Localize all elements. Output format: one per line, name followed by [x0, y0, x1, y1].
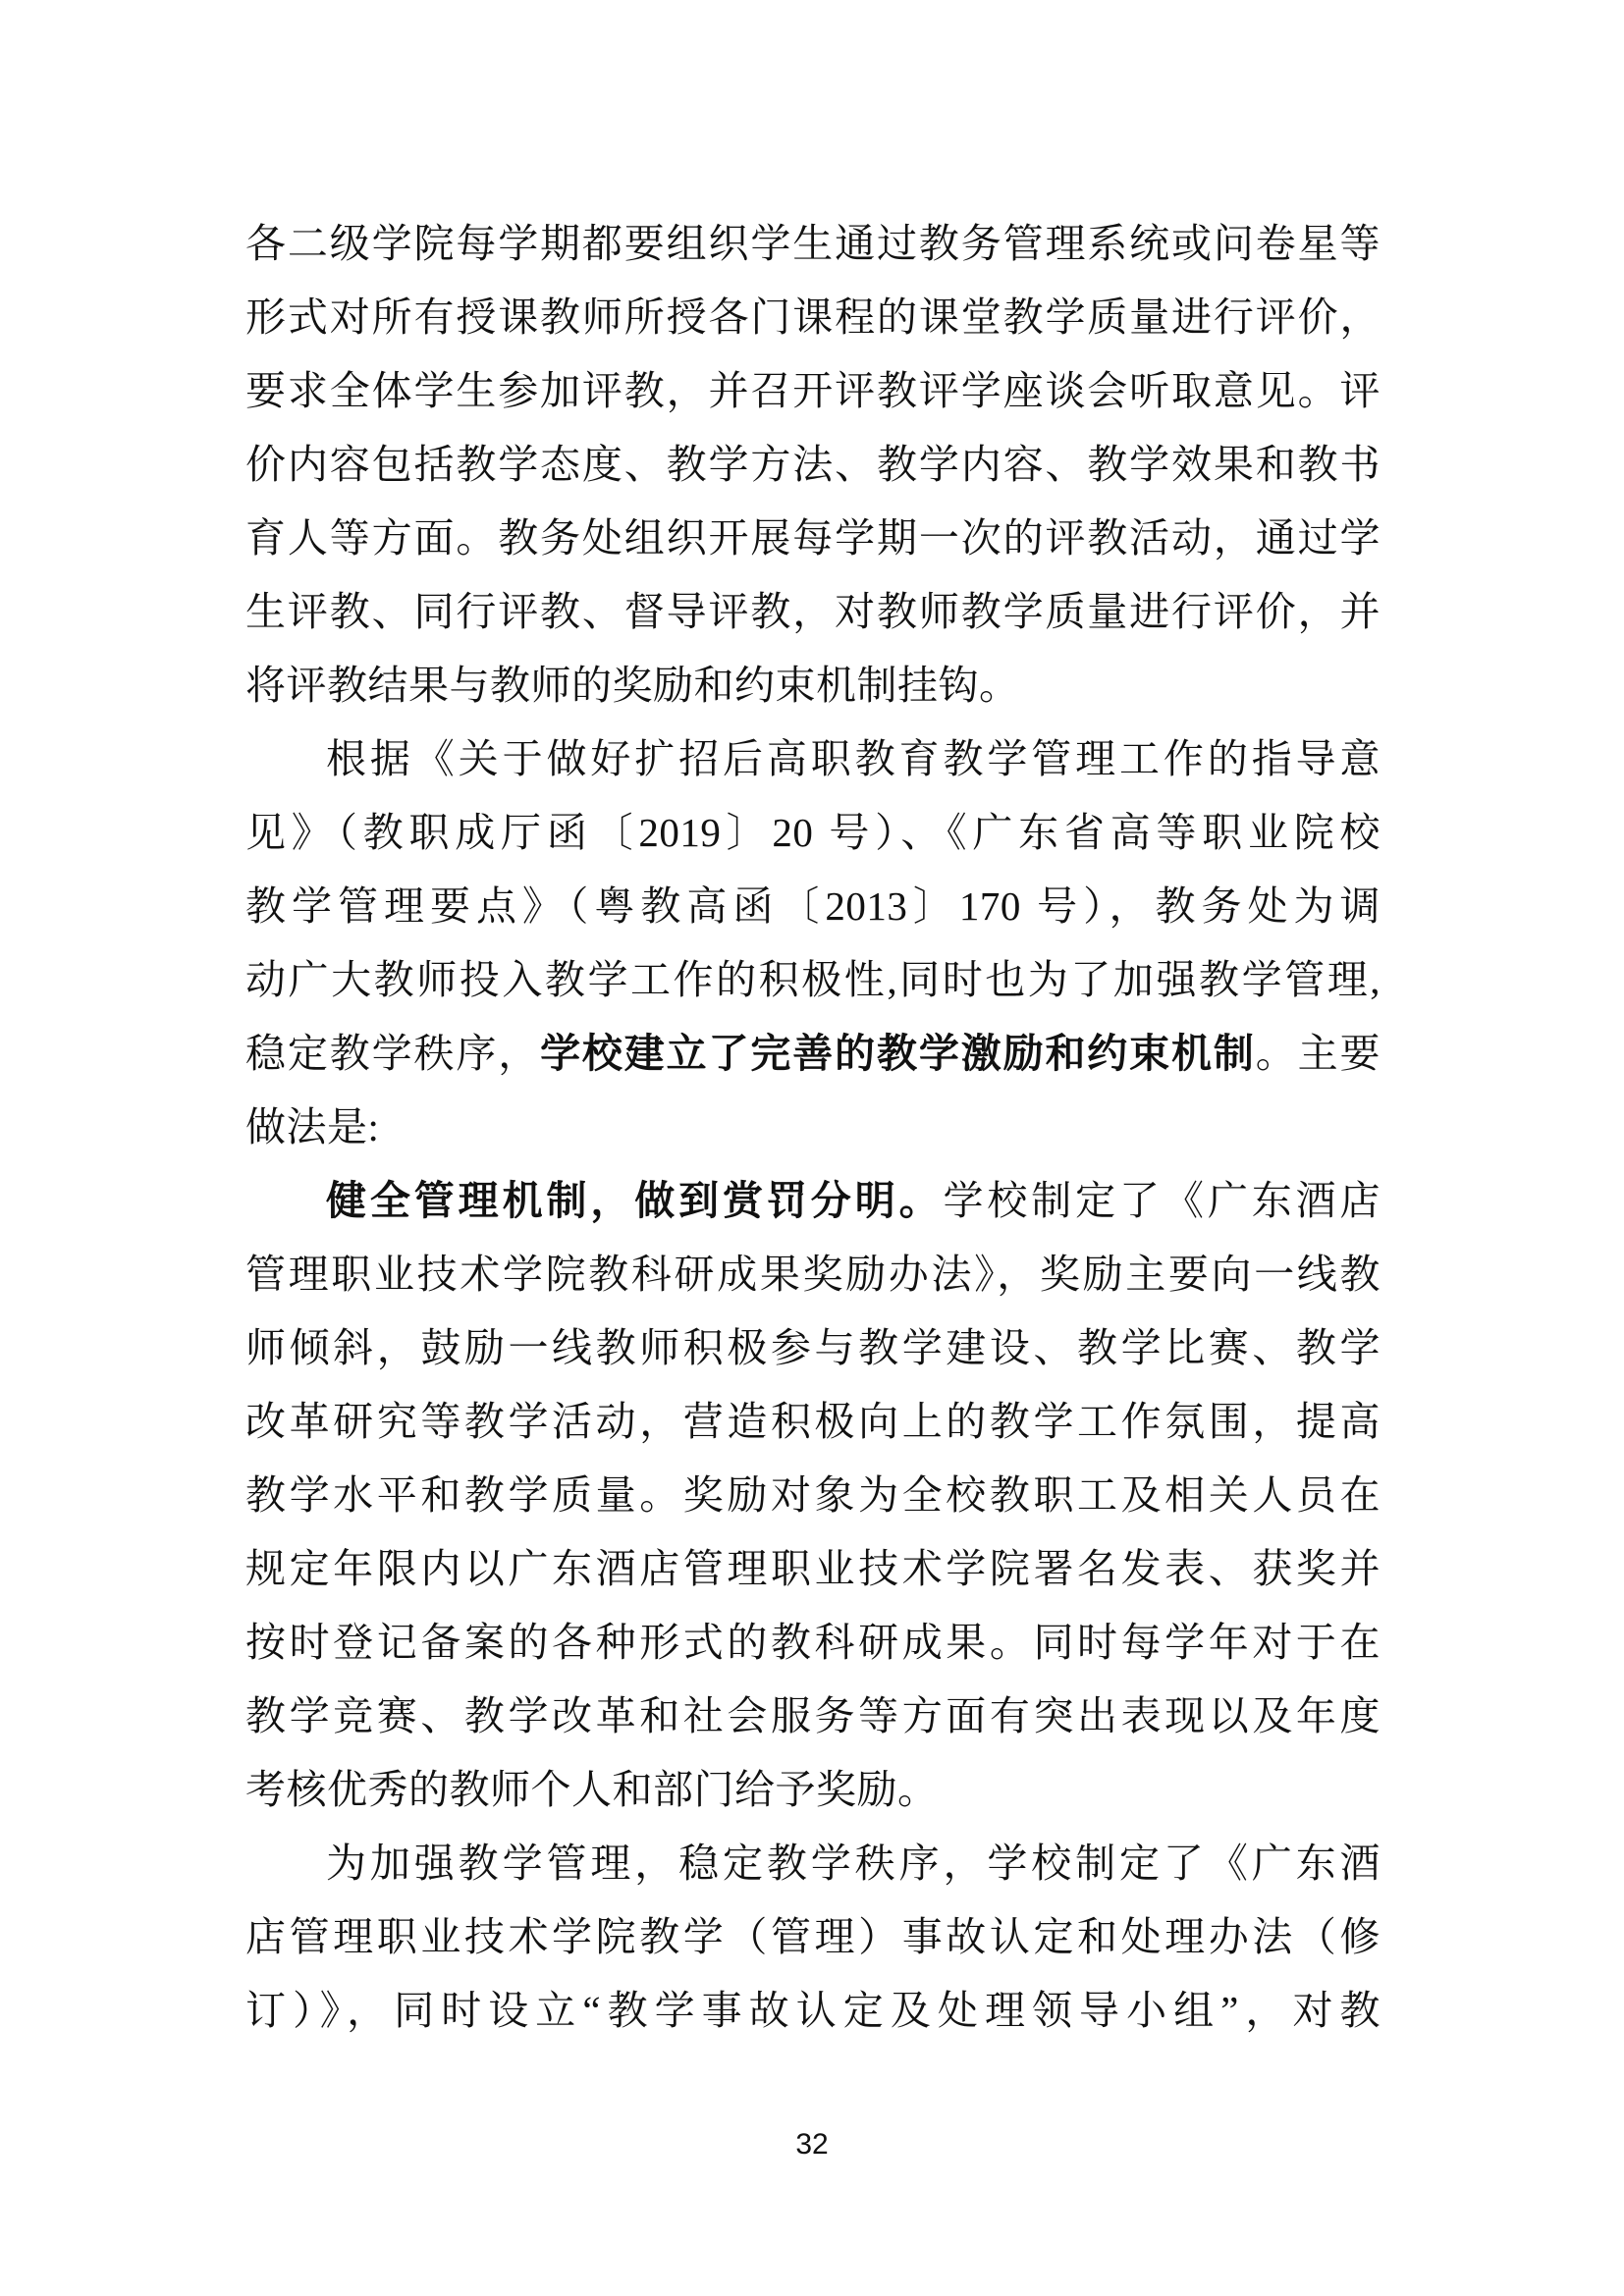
- text-line: [245, 575, 1380, 649]
- text-line: [245, 943, 1380, 1017]
- text-run-bold: 学校建立了完善的教学激励和约束机制: [540, 1031, 1256, 1076]
- text-line: [245, 1164, 1380, 1238]
- text-line: [245, 1974, 1380, 2048]
- page-footer: [0, 2128, 1624, 2162]
- text-line: [245, 1827, 1380, 1900]
- text-line: [245, 1091, 1380, 1164]
- text-line: [245, 502, 1380, 575]
- text-run-bold: 健全管理机制，做到赏罚分明。: [326, 1178, 944, 1223]
- text-line: [245, 1532, 1380, 1606]
- text-line: [245, 1385, 1380, 1459]
- text-line: [245, 1238, 1380, 1311]
- text-line: [245, 354, 1380, 428]
- text-run: 。主要: [1255, 1031, 1380, 1076]
- paragraph: [245, 1164, 1380, 1827]
- text-run: 各二级学院每学期都要组织学生通过教务管理系统或问卷星等: [245, 221, 1380, 266]
- text-line: [245, 1459, 1380, 1532]
- text-line: [245, 1311, 1380, 1385]
- text-run: 改革研究等教学活动，营造积极向上的教学工作氛围，提高: [245, 1399, 1380, 1444]
- text-run: 教学管理要点》（粤教高函〔2013〕170 号），教务处为调: [245, 883, 1380, 929]
- text-line: [245, 207, 1380, 281]
- text-line: [245, 1606, 1380, 1680]
- body-text: [245, 207, 1380, 2048]
- text-run: 根据《关于做好扩招后高职教育教学管理工作的指导意: [326, 736, 1380, 781]
- paragraph: [245, 722, 1380, 1164]
- text-run: 按时登记备案的各种形式的教科研成果。同时每学年对于在: [245, 1620, 1380, 1665]
- text-run: 见》（教职成厅函〔2019〕20 号）、《广东省高等职业院校: [245, 810, 1380, 855]
- text-run: 教学竞赛、教学改革和社会服务等方面有突出表现以及年度: [245, 1693, 1380, 1738]
- text-run: 学校制定了《广东酒店: [943, 1178, 1380, 1223]
- text-line: [245, 1680, 1380, 1753]
- paragraph: [245, 207, 1380, 722]
- text-run: 订）》，同时设立“教学事故认定及处理领导小组”，对教: [245, 1988, 1380, 2033]
- text-run: 教学水平和教学质量。奖励对象为全校教职工及相关人员在: [245, 1472, 1380, 1518]
- text-line: [245, 1900, 1380, 1974]
- text-run: 做法是:: [245, 1104, 380, 1149]
- text-line: [245, 870, 1380, 943]
- text-run: 育人等方面。教务处组织开展每学期一次的评教活动，通过学: [245, 515, 1380, 561]
- text-run: 考核优秀的教师个人和部门给予奖励。: [245, 1767, 939, 1812]
- text-line: [245, 1753, 1380, 1827]
- text-run: 为加强教学管理，稳定教学秩序，学校制定了《广东酒: [326, 1841, 1380, 1886]
- text-run: 店管理职业技术学院教学（管理）事故认定和处理办法（修: [245, 1914, 1380, 1959]
- text-run: 稳定教学秩序，: [245, 1031, 541, 1076]
- text-line: [245, 1017, 1380, 1091]
- page-number: 32: [795, 2128, 829, 2161]
- text-run: 动广大教师投入教学工作的积极性,同时也为了加强教学管理,: [245, 957, 1380, 1002]
- text-line: [245, 796, 1380, 870]
- text-run: 规定年限内以广东酒店管理职业技术学院署名发表、获奖并: [245, 1546, 1380, 1591]
- text-line: [245, 649, 1380, 722]
- text-run: 将评教结果与教师的奖励和约束机制挂钩。: [245, 663, 1020, 708]
- paragraph: [245, 1827, 1380, 2048]
- text-line: [245, 722, 1380, 796]
- text-line: [245, 428, 1380, 502]
- text-run: 管理职业技术学院教科研成果奖励办法》，奖励主要向一线教: [245, 1252, 1380, 1297]
- text-line: [245, 281, 1380, 354]
- text-run: 要求全体学生参加评教，并召开评教评学座谈会听取意见。评: [245, 368, 1380, 413]
- text-run: 师倾斜，鼓励一线教师积极参与教学建设、教学比赛、教学: [245, 1325, 1380, 1370]
- text-run: 形式对所有授课教师所授各门课程的课堂教学质量进行评价，: [245, 294, 1380, 340]
- text-run: 价内容包括教学态度、教学方法、教学内容、教学效果和教书: [245, 442, 1380, 487]
- text-run: 生评教、同行评教、督导评教，对教师教学质量进行评价，并: [245, 589, 1380, 634]
